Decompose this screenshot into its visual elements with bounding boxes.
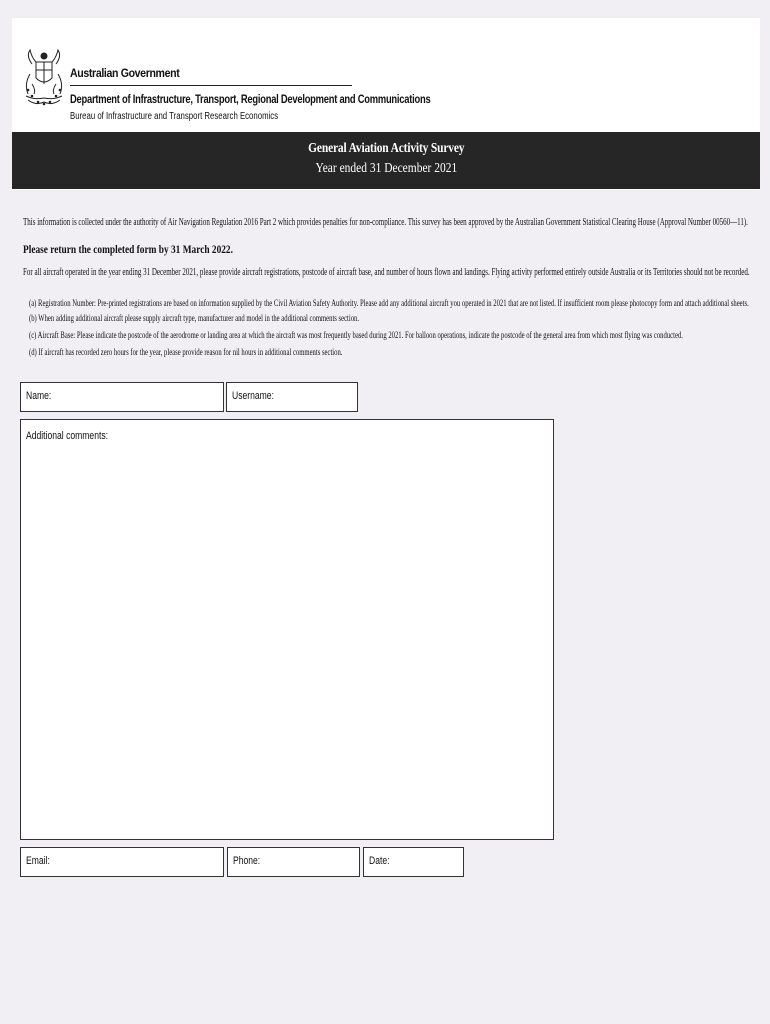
bureau-name: Bureau of Infrastructure and Transport Research Economics bbox=[70, 111, 279, 122]
authority-statement: This information is collected under the authority of Air Navigation Regulation 2016 Part 2 which provides penalties for non-compliance. This survey has been approved by the Australian Government Statistical Clearing House (Approval Number 00560—11). bbox=[23, 217, 748, 228]
date-label: Date: bbox=[369, 855, 390, 867]
name-field[interactable] bbox=[20, 382, 224, 412]
instructions: For all aircraft operated in the year ending 31 December 2021, please provide aircraft registrations, postcode of aircraft base, and number of hours flown and landings. Flying activity performed entirely outside Australia or its Territories should not be recorded. bbox=[23, 267, 750, 278]
note-registration: (a) Registration Number: Pre-printed registrations are based on information supplied by the Civil Aviation Safety Authority. Please add any additional aircraft you operated in 2021 that are not listed. If insufficient room please photocopy form and attach additional sheets. bbox=[29, 299, 749, 309]
phone-field[interactable] bbox=[227, 847, 360, 877]
note-zero-hours: (d) If aircraft has recorded zero hours for the year, please provide reason for nil hours in additional comments section. bbox=[29, 348, 343, 358]
name-label: Name: bbox=[26, 390, 52, 402]
username-field[interactable] bbox=[226, 382, 358, 412]
phone-label: Phone: bbox=[233, 855, 261, 867]
department-name: Department of Infrastructure, Transport, Regional Development and Communications bbox=[70, 92, 431, 106]
email-label: Email: bbox=[26, 855, 50, 867]
return-deadline: Please return the completed form by 31 March 2022. bbox=[23, 242, 233, 256]
date-field[interactable] bbox=[363, 847, 464, 877]
email-field[interactable] bbox=[20, 847, 224, 877]
additional-comments-field[interactable] bbox=[20, 419, 554, 840]
username-label: Username: bbox=[232, 390, 274, 402]
additional-comments-label: Additional comments: bbox=[26, 430, 109, 442]
survey-period: Year ended 31 December 2021 bbox=[315, 161, 457, 176]
title-banner bbox=[12, 132, 760, 189]
government-name: Australian Government bbox=[70, 66, 180, 80]
header-divider bbox=[70, 85, 352, 86]
note-additional-aircraft: (b) When adding additional aircraft please supply aircraft type, manufacturer and model in the additional comments section. bbox=[29, 314, 360, 324]
note-aircraft-base: (c) Aircraft Base: Please indicate the postcode of the aerodrome or landing area at which the aircraft was most frequently based during 2021. For balloon operations, indicate the postcode of the general area from which most flying was conducted. bbox=[29, 331, 683, 341]
survey-title: General Aviation Activity Survey bbox=[307, 141, 465, 156]
coat-of-arms-logo bbox=[22, 44, 66, 108]
